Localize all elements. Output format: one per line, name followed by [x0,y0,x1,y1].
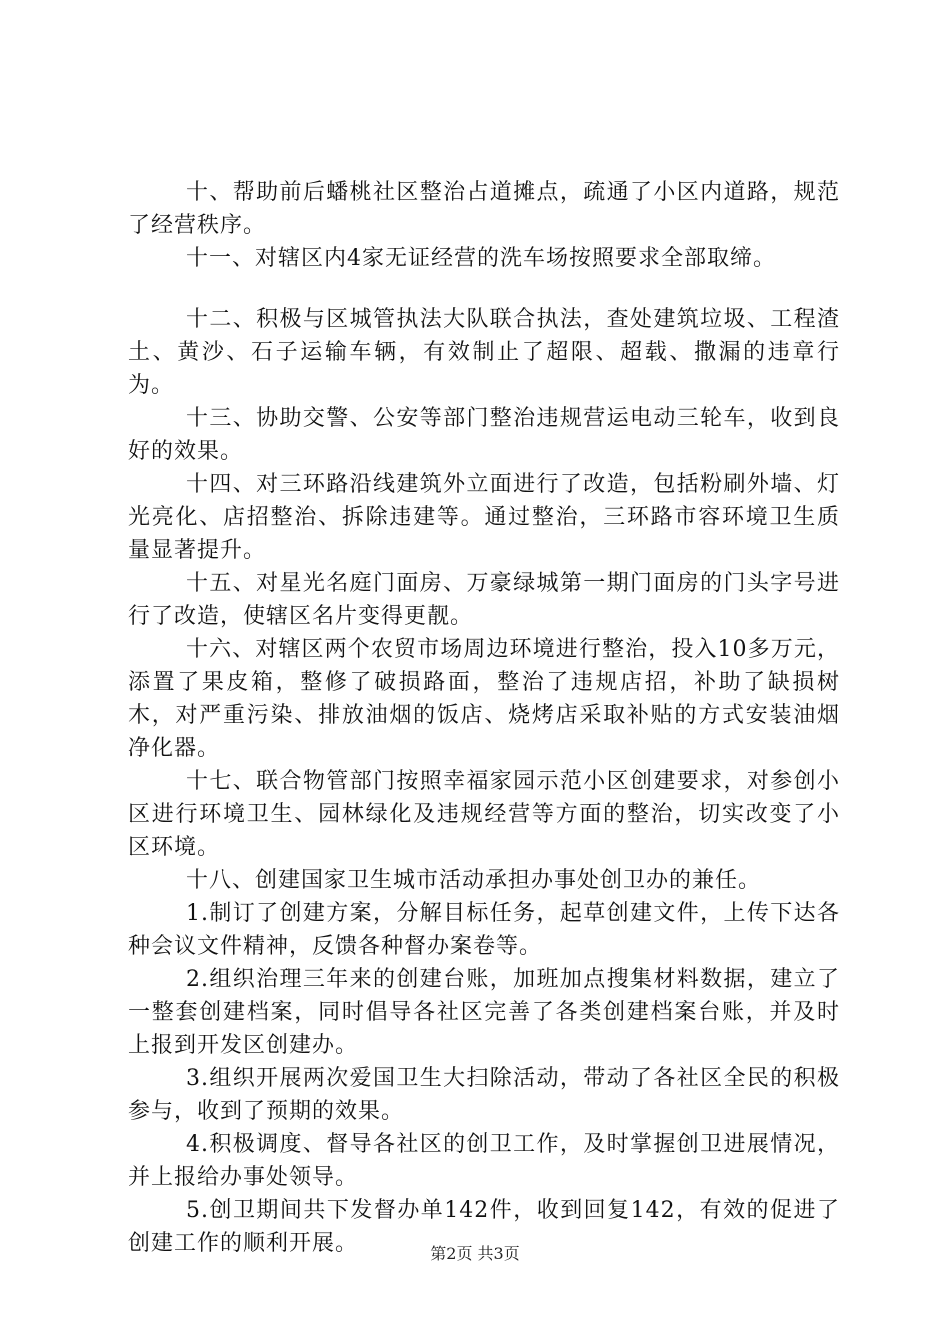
page-footer: 第2页 共3页 [430,1244,520,1263]
paragraph-16: 十六、对辖区两个农贸市场周边环境进行整治，投入10多万元，添置了果皮箱，整修了破损路面，整治了违规店招，补助了缺损树木，对严重污染、排放油烟的饭店、烧烤店采取补贴的方式安装油烟净化器。 [128,637,840,761]
list-item-1: 1.制订了创建方案，分解目标任务，起草创建文件，上传下达各种会议文件精神，反馈各种督办案卷等。 [128,901,840,959]
list-item-5: 5.创卫期间共下发督办单142件，收到回复142，有效的促进了创建工作的顺利开展。 [128,1198,840,1256]
list-item-3: 3.组织开展两次爱国卫生大扫除活动，带动了各社区全民的积极参与，收到了预期的效果。 [128,1066,840,1124]
list-item-2: 2.组织治理三年来的创建台账，加班加点搜集材料数据，建立了一整套创建档案，同时倡导各社区完善了各类创建档案台账，并及时上报到开发区创建办。 [128,967,840,1058]
paragraph-10: 十、帮助前后蟠桃社区整治占道摊点，疏通了小区内道路，规范了经营秩序。 [128,180,840,238]
paragraph-18: 十八、创建国家卫生城市活动承担办事处创卫办的兼任。 [186,868,762,893]
paragraph-13: 十三、协助交警、公安等部门整治违规营运电动三轮车，收到良好的效果。 [128,406,840,464]
list-item-4: 4.积极调度、督导各社区的创卫工作，及时掌握创卫进展情况，并上报给办事处领导。 [128,1132,840,1190]
paragraph-12: 十二、积极与区城管执法大队联合执法，查处建筑垃圾、工程渣土、黄沙、石子运输车辆，有效制止了超限、超载、撒漏的违章行为。 [128,307,840,398]
paragraph-17: 十七、联合物管部门按照幸福家园示范小区创建要求，对参创小区进行环境卫生、园林绿化及违规经营等方面的整治，切实改变了小区环境。 [128,769,840,860]
paragraph-11: 十一、对辖区内4家无证经营的洗车场按照要求全部取缔。 [186,246,776,271]
paragraph-15: 十五、对星光名庭门面房、万豪绿城第一期门面房的门头字号进行了改造，使辖区名片变得更靓。 [128,571,840,629]
paragraph-14: 十四、对三环路沿线建筑外立面进行了改造，包括粉刷外墙、灯光亮化、店招整治、拆除违建等。通过整治，三环路市容环境卫生质量显著提升。 [128,472,840,563]
document-body [128,176,840,1260]
